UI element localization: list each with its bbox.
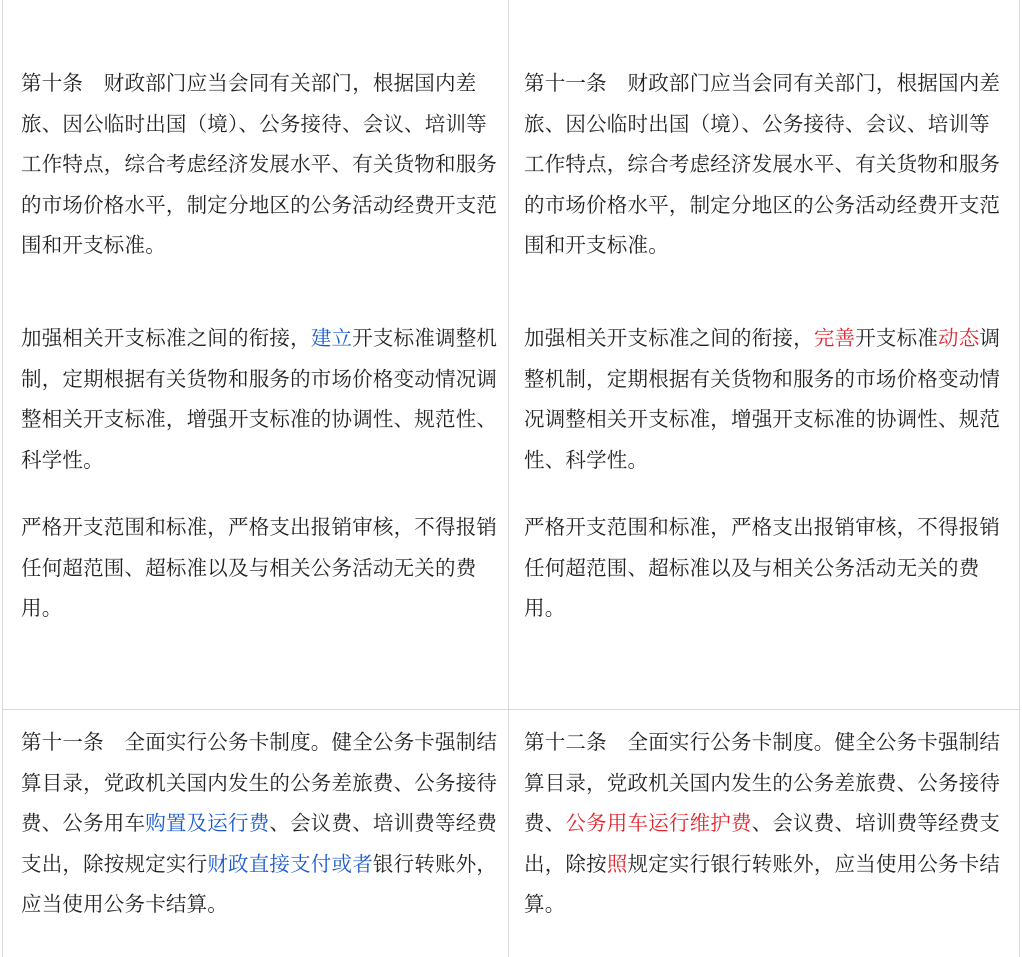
added-text-highlight: 公务用车运行维护费 (565, 811, 752, 835)
article-11-new-paragraph-1: 第十一条 财政部门应当会同有关部门，根据国内差旅、因公临时出国（境）、公务接待、会议、培训等工作特点，综合考虑经济发展水平、有关货物和服务的市场价格水平，制定分地区的公务活动经费开支范围和开支标准。 (524, 71, 1001, 257)
deleted-text-highlight: 建立 (310, 326, 353, 350)
table-border-right (1019, 0, 1020, 957)
article-12-paragraph: 第十二条 全面实行公务卡制度。健全公务卡强制结算目录，党政机关国内发生的公务差旅费、公务接待费、公务用车运行维护费、会议费、培训费等经费支出，除按照规定实行银行转账外，应当使用公务卡结算。 (524, 730, 1001, 916)
article-10-paragraph-1: 第十条 财政部门应当会同有关部门，根据国内差旅、因公临时出国（境）、公务接待、会议、培训等工作特点，综合考虑经济发展水平、有关货物和服务的市场价格水平，制定分地区的公务活动经费开支范围和开支标准。 (21, 71, 498, 257)
deleted-text-highlight: 财政直接支付或者 (207, 851, 373, 876)
row-2-left-cell (3, 710, 508, 957)
added-text-highlight: 完善 (813, 326, 856, 350)
article-11-new-paragraph-3: 严格开支范围和标准，严格支出报销审核，不得报销任何超范围、超标准以及与相关公务活动无关的费用。 (524, 515, 1001, 620)
row-2-right-cell (509, 710, 1019, 957)
added-text-highlight: 动态 (938, 326, 980, 350)
deleted-text-highlight: 购置及运行费 (145, 811, 270, 835)
article-11-new-paragraph-2: 加强相关开支标准之间的衔接，完善开支标准动态调整机制，定期根据有关货物和服务的市场价格变动情况调整相关开支标准，增强开支标准的协调性、规范性、科学性。 (524, 326, 1001, 472)
row-1-left-cell (3, 0, 508, 709)
article-11-old-paragraph: 第十一条 全面实行公务卡制度。健全公务卡强制结算目录，党政机关国内发生的公务差旅费、公务接待费、公务用车购置及运行费、会议费、培训费等经费支出，除按规定实行财政直接支付或者银行转账外，应当使用公务卡结算。 (21, 730, 498, 916)
row-1-right-cell (509, 0, 1019, 709)
article-10-paragraph-2: 加强相关开支标准之间的衔接，建立开支标准调整机制，定期根据有关货物和服务的市场价格变动情况调整相关开支标准，增强开支标准的协调性、规范性、科学性。 (21, 326, 498, 472)
added-text-highlight: 照 (606, 851, 628, 876)
article-10-paragraph-3: 严格开支范围和标准，严格支出报销审核，不得报销任何超范围、超标准以及与相关公务活动无关的费用。 (21, 515, 498, 620)
